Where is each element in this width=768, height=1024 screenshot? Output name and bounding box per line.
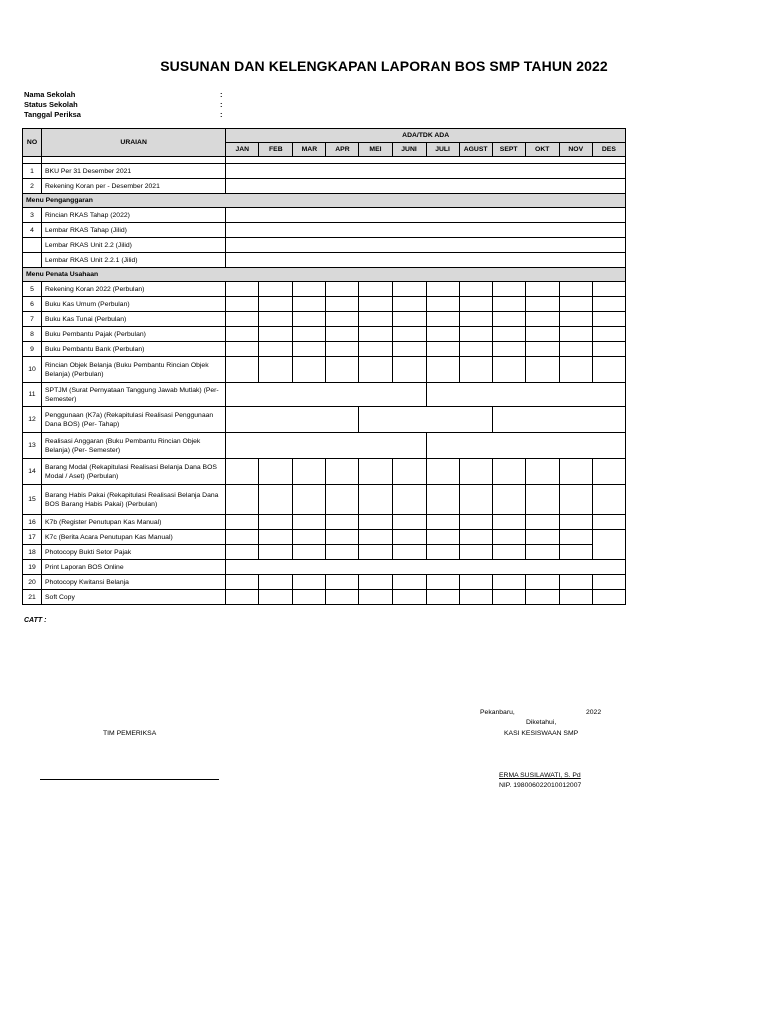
checklist-cell[interactable] (359, 530, 392, 545)
checklist-cell[interactable] (392, 357, 426, 383)
header-month: JAN (226, 143, 259, 157)
checklist-cell[interactable] (293, 357, 326, 383)
checklist-cell[interactable] (459, 357, 492, 383)
checklist-cell[interactable] (326, 327, 359, 342)
row-uraian: K7b (Register Penutupan Kas Manual) (42, 515, 226, 530)
checklist-cell[interactable] (525, 312, 559, 327)
row-number: 4 (23, 223, 42, 238)
signature-year: 2022 (586, 709, 602, 716)
checklist-cell[interactable] (259, 515, 293, 530)
checklist-cell[interactable] (426, 433, 625, 459)
checklist-cell[interactable] (492, 545, 525, 560)
row-number: 10 (23, 357, 42, 383)
checklist-cell[interactable] (359, 575, 392, 590)
checklist-cell[interactable] (426, 342, 459, 357)
row-uraian: BKU Per 31 Desember 2021 (42, 164, 226, 179)
row-number: 15 (23, 485, 42, 515)
checklist-cell[interactable] (293, 545, 326, 560)
checklist-cell[interactable] (559, 327, 592, 342)
signature-right-nip: NIP. 198006022010012007 (499, 782, 582, 789)
checklist-cell[interactable] (426, 485, 459, 515)
header-month: NOV (559, 143, 592, 157)
checklist-cell[interactable] (592, 590, 625, 605)
row-number: 7 (23, 312, 42, 327)
checklist-cell[interactable] (525, 282, 559, 297)
row-uraian: Barang Habis Pakai (Rekapitulasi Realisasi Belanja Dana BOS Barang Habis Pakai) (Perbulan) (42, 485, 226, 515)
catt-label: CATT : (24, 617, 47, 624)
checklist-cell[interactable] (226, 560, 626, 575)
row-number: 16 (23, 515, 42, 530)
checklist-cell[interactable] (525, 342, 559, 357)
checklist-cell[interactable] (259, 357, 293, 383)
checklist-cell[interactable] (492, 485, 525, 515)
checklist-cell[interactable] (359, 357, 392, 383)
table-row (23, 515, 626, 530)
checklist-cell[interactable] (392, 575, 426, 590)
row-uraian: Soft Copy (42, 590, 226, 605)
table-row (23, 545, 626, 560)
checklist-cell[interactable] (293, 590, 326, 605)
row-number: 14 (23, 459, 42, 485)
checklist-cell[interactable] (459, 515, 492, 530)
row-number: 2 (23, 179, 42, 194)
row-number: 12 (23, 407, 42, 433)
checklist-cell[interactable] (326, 485, 359, 515)
checklist-cell[interactable] (359, 485, 392, 515)
checklist-cell[interactable] (259, 282, 293, 297)
checklist-cell[interactable] (426, 459, 459, 485)
checklist-cell[interactable] (226, 459, 259, 485)
checklist-cell[interactable] (525, 530, 559, 545)
checklist-cell[interactable] (226, 253, 626, 268)
checklist-cell[interactable] (326, 515, 359, 530)
checklist-cell[interactable] (226, 342, 259, 357)
checklist-cell[interactable] (259, 485, 293, 515)
checklist-cell[interactable] (359, 312, 392, 327)
checklist-cell[interactable] (226, 357, 259, 383)
checklist-cell[interactable] (226, 545, 259, 560)
table-body (23, 164, 626, 605)
checklist-cell[interactable] (293, 297, 326, 312)
checklist-cell[interactable] (492, 407, 625, 433)
row-number: 11 (23, 383, 42, 407)
checklist-cell[interactable] (525, 327, 559, 342)
row-number: 8 (23, 327, 42, 342)
checklist-cell[interactable] (326, 530, 359, 545)
section-row (23, 194, 626, 208)
table-row (23, 459, 626, 485)
row-number: 21 (23, 590, 42, 605)
checklist-cell[interactable] (226, 383, 426, 407)
checklist-cell[interactable] (259, 327, 293, 342)
row-number: 9 (23, 342, 42, 357)
checklist-cell[interactable] (525, 357, 559, 383)
checklist-cell[interactable] (259, 459, 293, 485)
info-colon: : (220, 90, 223, 99)
checklist-cell[interactable] (459, 485, 492, 515)
header-month: MEI (359, 143, 392, 157)
row-number: 17 (23, 530, 42, 545)
checklist-cell[interactable] (359, 407, 492, 433)
checklist-cell[interactable] (559, 545, 592, 560)
checklist-cell[interactable] (359, 327, 392, 342)
row-uraian: Lembar RKAS Unit 2.2 (Jilid) (42, 238, 226, 253)
checklist-cell[interactable] (559, 312, 592, 327)
section-row (23, 268, 626, 282)
info-nama-sekolah (24, 90, 223, 99)
checklist-cell[interactable] (226, 297, 259, 312)
checklist-cell[interactable] (592, 575, 625, 590)
checklist-cell[interactable] (492, 312, 525, 327)
checklist-cell[interactable] (226, 515, 259, 530)
info-status-sekolah (24, 100, 223, 109)
header-month: DES (592, 143, 625, 157)
checklist-cell[interactable] (259, 545, 293, 560)
checklist-cell[interactable] (459, 282, 492, 297)
checklist-cell[interactable] (525, 459, 559, 485)
info-label: Nama Sekolah (24, 90, 76, 99)
checklist-cell[interactable] (426, 282, 459, 297)
checklist-cell[interactable] (559, 530, 592, 545)
checklist-cell[interactable] (492, 590, 525, 605)
checklist-cell[interactable] (492, 575, 525, 590)
checklist-cell[interactable] (459, 545, 492, 560)
table-row (23, 407, 626, 433)
checklist-cell[interactable] (226, 312, 259, 327)
checklist-cell[interactable] (492, 530, 525, 545)
checklist-cell[interactable] (592, 327, 625, 342)
checklist-cell[interactable] (392, 297, 426, 312)
row-number: 1 (23, 164, 42, 179)
checklist-cell[interactable] (326, 282, 359, 297)
checklist-cell[interactable] (293, 515, 326, 530)
checklist-cell[interactable] (226, 530, 259, 545)
table-row (23, 590, 626, 605)
row-uraian: Rekening Koran 2022 (Perbulan) (42, 282, 226, 297)
checklist-cell[interactable] (359, 297, 392, 312)
table-row (23, 342, 626, 357)
row-uraian: K7c (Berita Acara Penutupan Kas Manual) (42, 530, 226, 545)
checklist-cell[interactable] (426, 575, 459, 590)
checklist-cell[interactable] (492, 342, 525, 357)
info-tanggal-periksa (24, 110, 223, 119)
table-row (23, 253, 626, 268)
row-number: 5 (23, 282, 42, 297)
row-uraian: Rekening Koran per - Desember 2021 (42, 179, 226, 194)
checklist-cell[interactable] (426, 590, 459, 605)
checklist-cell[interactable] (559, 342, 592, 357)
checklist-cell[interactable] (592, 357, 625, 383)
checklist-cell[interactable] (525, 297, 559, 312)
checklist-cell[interactable] (426, 357, 459, 383)
checklist-cell[interactable] (392, 342, 426, 357)
checklist-cell[interactable] (559, 485, 592, 515)
checklist-cell[interactable] (226, 575, 259, 590)
header-month: JULI (426, 143, 459, 157)
checklist-cell[interactable] (259, 590, 293, 605)
checklist-cell[interactable] (326, 575, 359, 590)
row-number (23, 253, 42, 268)
table-row (23, 485, 626, 515)
checklist-cell[interactable] (426, 515, 459, 530)
row-uraian: Photocopy Bukti Setor Pajak (42, 545, 226, 560)
checklist-cell[interactable] (392, 485, 426, 515)
checklist-cell[interactable] (492, 327, 525, 342)
spacer-row (23, 157, 626, 164)
table-row (23, 530, 626, 545)
checklist-cell[interactable] (492, 515, 525, 530)
row-uraian: Buku Pembantu Pajak (Perbulan) (42, 327, 226, 342)
header-month: AGUST (459, 143, 492, 157)
checklist-cell[interactable] (293, 282, 326, 297)
checklist-cell[interactable] (293, 530, 326, 545)
table-row (23, 327, 626, 342)
row-number: 3 (23, 208, 42, 223)
table-row (23, 383, 626, 407)
row-uraian: Penggunaan (K7a) (Rekapitulasi Realisasi Penggunaan Dana BOS) (Per- Tahap) (42, 407, 226, 433)
checklist-cell[interactable] (359, 459, 392, 485)
row-number: 13 (23, 433, 42, 459)
checklist-cell[interactable] (293, 575, 326, 590)
checklist-cell[interactable] (226, 590, 259, 605)
checklist-cell[interactable] (293, 327, 326, 342)
section-label: Menu Penata Usahaan (23, 268, 626, 282)
row-uraian: Print Laporan BOS Online (42, 560, 226, 575)
info-label: Status Sekolah (24, 100, 78, 109)
checklist-cell[interactable] (392, 515, 426, 530)
checklist-cell[interactable] (459, 297, 492, 312)
signature-known: Diketahui, (526, 719, 557, 726)
checklist-cell[interactable] (226, 433, 426, 459)
checklist-cell[interactable] (326, 545, 359, 560)
checklist-cell[interactable] (259, 530, 293, 545)
header-no: NO (23, 129, 42, 157)
checklist-cell[interactable] (326, 312, 359, 327)
checklist-cell[interactable] (459, 342, 492, 357)
checklist-cell[interactable] (559, 575, 592, 590)
checklist-cell[interactable] (426, 327, 459, 342)
checklist-cell[interactable] (559, 297, 592, 312)
checklist-cell[interactable] (592, 515, 625, 530)
row-uraian: Lembar RKAS Unit 2.2.1 (Jilid) (42, 253, 226, 268)
checklist-cell[interactable] (293, 312, 326, 327)
row-number: 20 (23, 575, 42, 590)
checklist-cell[interactable] (326, 459, 359, 485)
table-row (23, 179, 626, 194)
row-uraian: Lembar RKAS Tahap (Jilid) (42, 223, 226, 238)
table-row (23, 357, 626, 383)
signature-left-role: TIM PEMERIKSA (103, 730, 157, 737)
row-uraian: Buku Pembantu Bank (Perbulan) (42, 342, 226, 357)
row-number: 19 (23, 560, 42, 575)
checklist-cell[interactable] (492, 297, 525, 312)
checklist-cell[interactable] (592, 312, 625, 327)
checklist-cell[interactable] (426, 297, 459, 312)
table-row (23, 282, 626, 297)
checklist-cell[interactable] (459, 459, 492, 485)
checklist-table (22, 128, 626, 605)
table-row (23, 223, 626, 238)
table-row (23, 560, 626, 575)
checklist-cell[interactable] (392, 590, 426, 605)
table-row (23, 297, 626, 312)
checklist-cell[interactable] (226, 223, 626, 238)
checklist-cell[interactable] (559, 590, 592, 605)
checklist-cell[interactable] (392, 312, 426, 327)
table-row (23, 238, 626, 253)
table-row (23, 575, 626, 590)
checklist-cell[interactable] (426, 530, 459, 545)
checklist-cell[interactable] (326, 590, 359, 605)
checklist-cell[interactable] (359, 590, 392, 605)
checklist-cell[interactable] (392, 327, 426, 342)
info-label: Tanggal Periksa (24, 110, 81, 119)
checklist-cell[interactable] (392, 459, 426, 485)
signature-right-name: ERMA SUSILAWATI, S. Pd (499, 772, 581, 779)
header-month: OKT (525, 143, 559, 157)
checklist-cell[interactable] (426, 312, 459, 327)
checklist-cell[interactable] (525, 590, 559, 605)
row-uraian: SPTJM (Surat Pernyataan Tanggung Jawab Mutlak) (Per- Semester) (42, 383, 226, 407)
checklist-cell[interactable] (326, 297, 359, 312)
checklist-cell[interactable] (592, 282, 625, 297)
checklist-cell[interactable] (459, 575, 492, 590)
header-month: FEB (259, 143, 293, 157)
row-uraian: Barang Modal (Rekapitulasi Realisasi Belanja Dana BOS Modal / Aset) (Perbulan) (42, 459, 226, 485)
header-month: MAR (293, 143, 326, 157)
checklist-cell[interactable] (559, 282, 592, 297)
checklist-cell[interactable] (392, 545, 426, 560)
document-title: SUSUNAN DAN KELENGKAPAN LAPORAN BOS SMP TAHUN 2022 (160, 58, 608, 74)
table-row (23, 164, 626, 179)
checklist-cell[interactable] (492, 459, 525, 485)
row-uraian: Buku Kas Tunai (Perbulan) (42, 312, 226, 327)
checklist-cell[interactable] (226, 179, 626, 194)
checklist-cell[interactable] (359, 515, 392, 530)
checklist-cell[interactable] (559, 357, 592, 383)
row-uraian: Rincian RKAS Tahap (2022) (42, 208, 226, 223)
checklist-cell[interactable] (326, 342, 359, 357)
row-number: 18 (23, 545, 42, 560)
checklist-cell[interactable] (492, 357, 525, 383)
signature-right-role: KASI KESISWAAN SMP (504, 730, 579, 737)
checklist-cell[interactable] (259, 297, 293, 312)
checklist-cell[interactable] (259, 342, 293, 357)
checklist-cell[interactable] (559, 459, 592, 485)
row-number: 6 (23, 297, 42, 312)
checklist-cell[interactable] (426, 545, 459, 560)
checklist-cell[interactable] (392, 282, 426, 297)
checklist-cell[interactable] (293, 342, 326, 357)
signature-line-left (40, 779, 219, 780)
checklist-cell[interactable] (592, 530, 625, 560)
checklist-cell[interactable] (226, 282, 259, 297)
checklist-cell[interactable] (559, 515, 592, 530)
section-label: Menu Penganggaran (23, 194, 626, 208)
checklist-cell[interactable] (259, 312, 293, 327)
checklist-cell[interactable] (459, 312, 492, 327)
checklist-cell[interactable] (259, 575, 293, 590)
checklist-cell[interactable] (392, 530, 426, 545)
checklist-cell[interactable] (459, 590, 492, 605)
checklist-cell[interactable] (359, 545, 392, 560)
checklist-cell[interactable] (326, 357, 359, 383)
checklist-cell[interactable] (592, 485, 625, 515)
checklist-cell[interactable] (459, 530, 492, 545)
checklist-cell[interactable] (226, 407, 359, 433)
table-row (23, 208, 626, 223)
row-uraian: Rincian Objek Belanja (Buku Pembantu Rincian Objek Belanja) (Perbulan) (42, 357, 226, 383)
table-row (23, 433, 626, 459)
checklist-cell[interactable] (226, 327, 259, 342)
checklist-cell[interactable] (459, 327, 492, 342)
header-ada-tdk-ada: ADA/TDK ADA (226, 129, 626, 143)
info-colon: : (220, 110, 223, 119)
checklist-cell[interactable] (426, 383, 625, 407)
header-month: SEPT (492, 143, 525, 157)
header-month: JUNI (392, 143, 426, 157)
header-month: APR (326, 143, 359, 157)
checklist-cell[interactable] (226, 238, 626, 253)
checklist-cell[interactable] (525, 575, 559, 590)
checklist-cell[interactable] (592, 342, 625, 357)
checklist-cell[interactable] (492, 282, 525, 297)
checklist-cell[interactable] (359, 342, 392, 357)
checklist-cell[interactable] (226, 485, 259, 515)
checklist-cell[interactable] (592, 297, 625, 312)
info-colon: : (220, 100, 223, 109)
row-uraian: Buku Kas Umum (Perbulan) (42, 297, 226, 312)
checklist-cell[interactable] (293, 459, 326, 485)
checklist-cell[interactable] (293, 485, 326, 515)
checklist-cell[interactable] (592, 459, 625, 485)
table-row (23, 312, 626, 327)
checklist-cell[interactable] (525, 485, 559, 515)
checklist-cell[interactable] (359, 282, 392, 297)
checklist-cell[interactable] (525, 515, 559, 530)
checklist-cell[interactable] (525, 545, 559, 560)
signature-place: Pekanbaru, (480, 709, 515, 716)
row-number (23, 238, 42, 253)
row-uraian: Realisasi Anggaran (Buku Pembantu Rincian Objek Belanja) (Per- Semester) (42, 433, 226, 459)
checklist-cell[interactable] (226, 208, 626, 223)
row-uraian: Photocopy Kwitansi Belanja (42, 575, 226, 590)
header-uraian: URAIAN (42, 129, 226, 157)
checklist-cell[interactable] (226, 164, 626, 179)
